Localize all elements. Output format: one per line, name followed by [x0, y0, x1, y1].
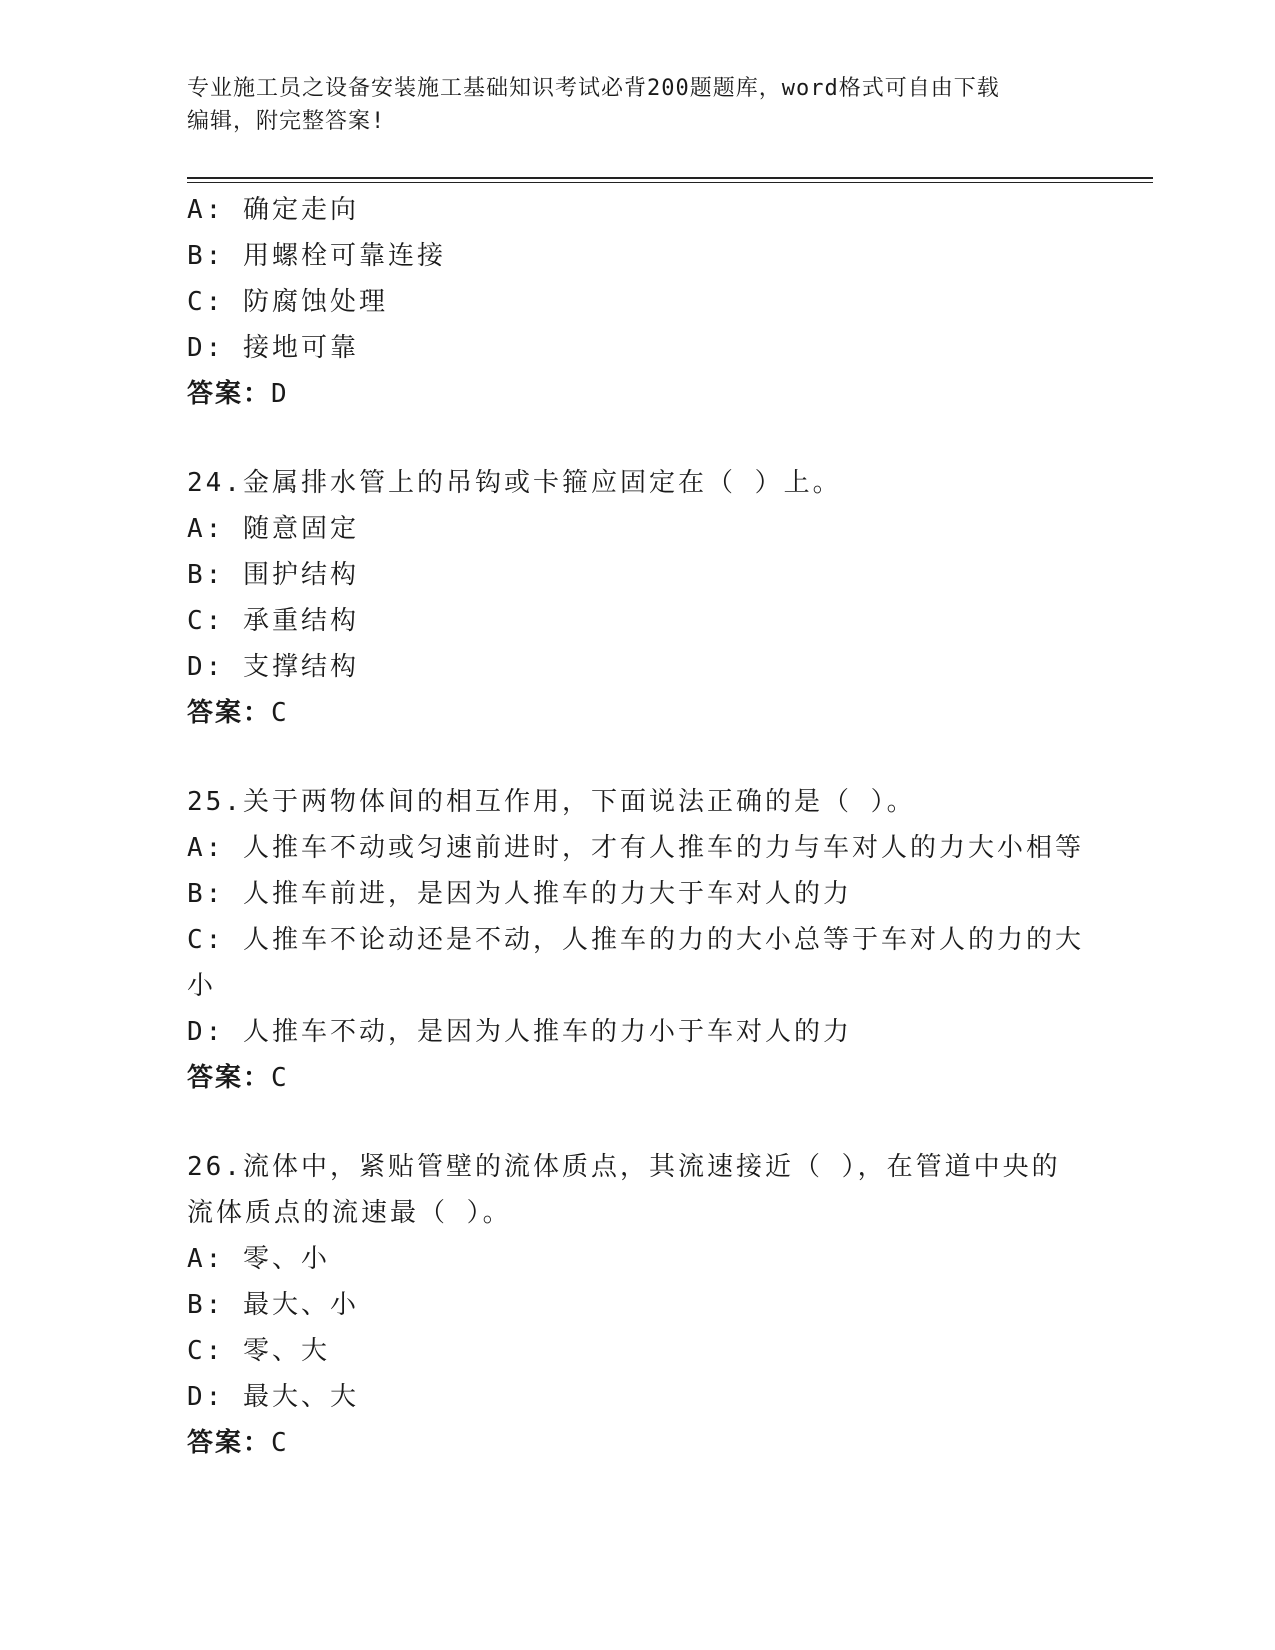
question-23 — [187, 187, 1087, 417]
answer-label: 答案： — [187, 698, 272, 728]
question-stem: 25.关于两物体间的相互作用，下面说法正确的是（ ）。 — [187, 787, 916, 817]
header-title-line2: 编辑，附完整答案! — [187, 109, 386, 134]
answer-value: C — [271, 698, 289, 728]
header-title-line1: 专业施工员之设备安装施工基础知识考试必背200题题库，word格式可自由下载 — [187, 76, 1000, 101]
option-a: A: 确定走向 — [187, 195, 359, 225]
option-d: D: 支撑结构 — [187, 652, 359, 682]
option-d: D: 接地可靠 — [187, 333, 359, 363]
option-d: D: 人推车不动，是因为人推车的力小于车对人的力 — [187, 1017, 852, 1047]
document-header — [187, 72, 1077, 138]
question-list — [187, 187, 1087, 1466]
question-stem: 26.流体中，紧贴管壁的流体质点，其流速接近（ ），在管道中央的流体质点的流速最（ ）。 — [187, 1152, 1061, 1228]
answer-line — [187, 690, 1087, 736]
question-25 — [187, 779, 1087, 1101]
answer-line — [187, 1055, 1087, 1101]
answer-value: C — [271, 1428, 289, 1458]
option-b: B: 人推车前进，是因为人推车的力大于车对人的力 — [187, 879, 852, 909]
option-a: A: 人推车不动或匀速前进时，才有人推车的力与车对人的力大小相等 — [187, 833, 1084, 863]
option-d: D: 最大、大 — [187, 1382, 359, 1412]
question-26 — [187, 1144, 1087, 1466]
option-b: B: 用螺栓可靠连接 — [187, 241, 446, 271]
option-c: C: 人推车不论动还是不动，人推车的力的大小总等于车对人的力的大小 — [187, 925, 1084, 1001]
option-b: B: 围护结构 — [187, 560, 359, 590]
question-stem: 24.金属排水管上的吊钩或卡箍应固定在（ ）上。 — [187, 468, 842, 498]
answer-label: 答案： — [187, 1428, 272, 1458]
option-a: A: 零、小 — [187, 1244, 330, 1274]
option-c: C: 零、大 — [187, 1336, 330, 1366]
option-b: B: 最大、小 — [187, 1290, 359, 1320]
header-rule-thin — [187, 182, 1153, 183]
answer-label: 答案： — [187, 379, 272, 409]
answer-label: 答案： — [187, 1063, 272, 1093]
question-24 — [187, 460, 1087, 736]
answer-value: D — [271, 379, 289, 409]
answer-line — [187, 371, 1087, 417]
option-a: A: 随意固定 — [187, 514, 359, 544]
answer-line — [187, 1420, 1087, 1466]
answer-value: C — [271, 1063, 289, 1093]
option-c: C: 承重结构 — [187, 606, 359, 636]
option-c: C: 防腐蚀处理 — [187, 287, 388, 317]
header-rule-thick — [187, 177, 1153, 179]
